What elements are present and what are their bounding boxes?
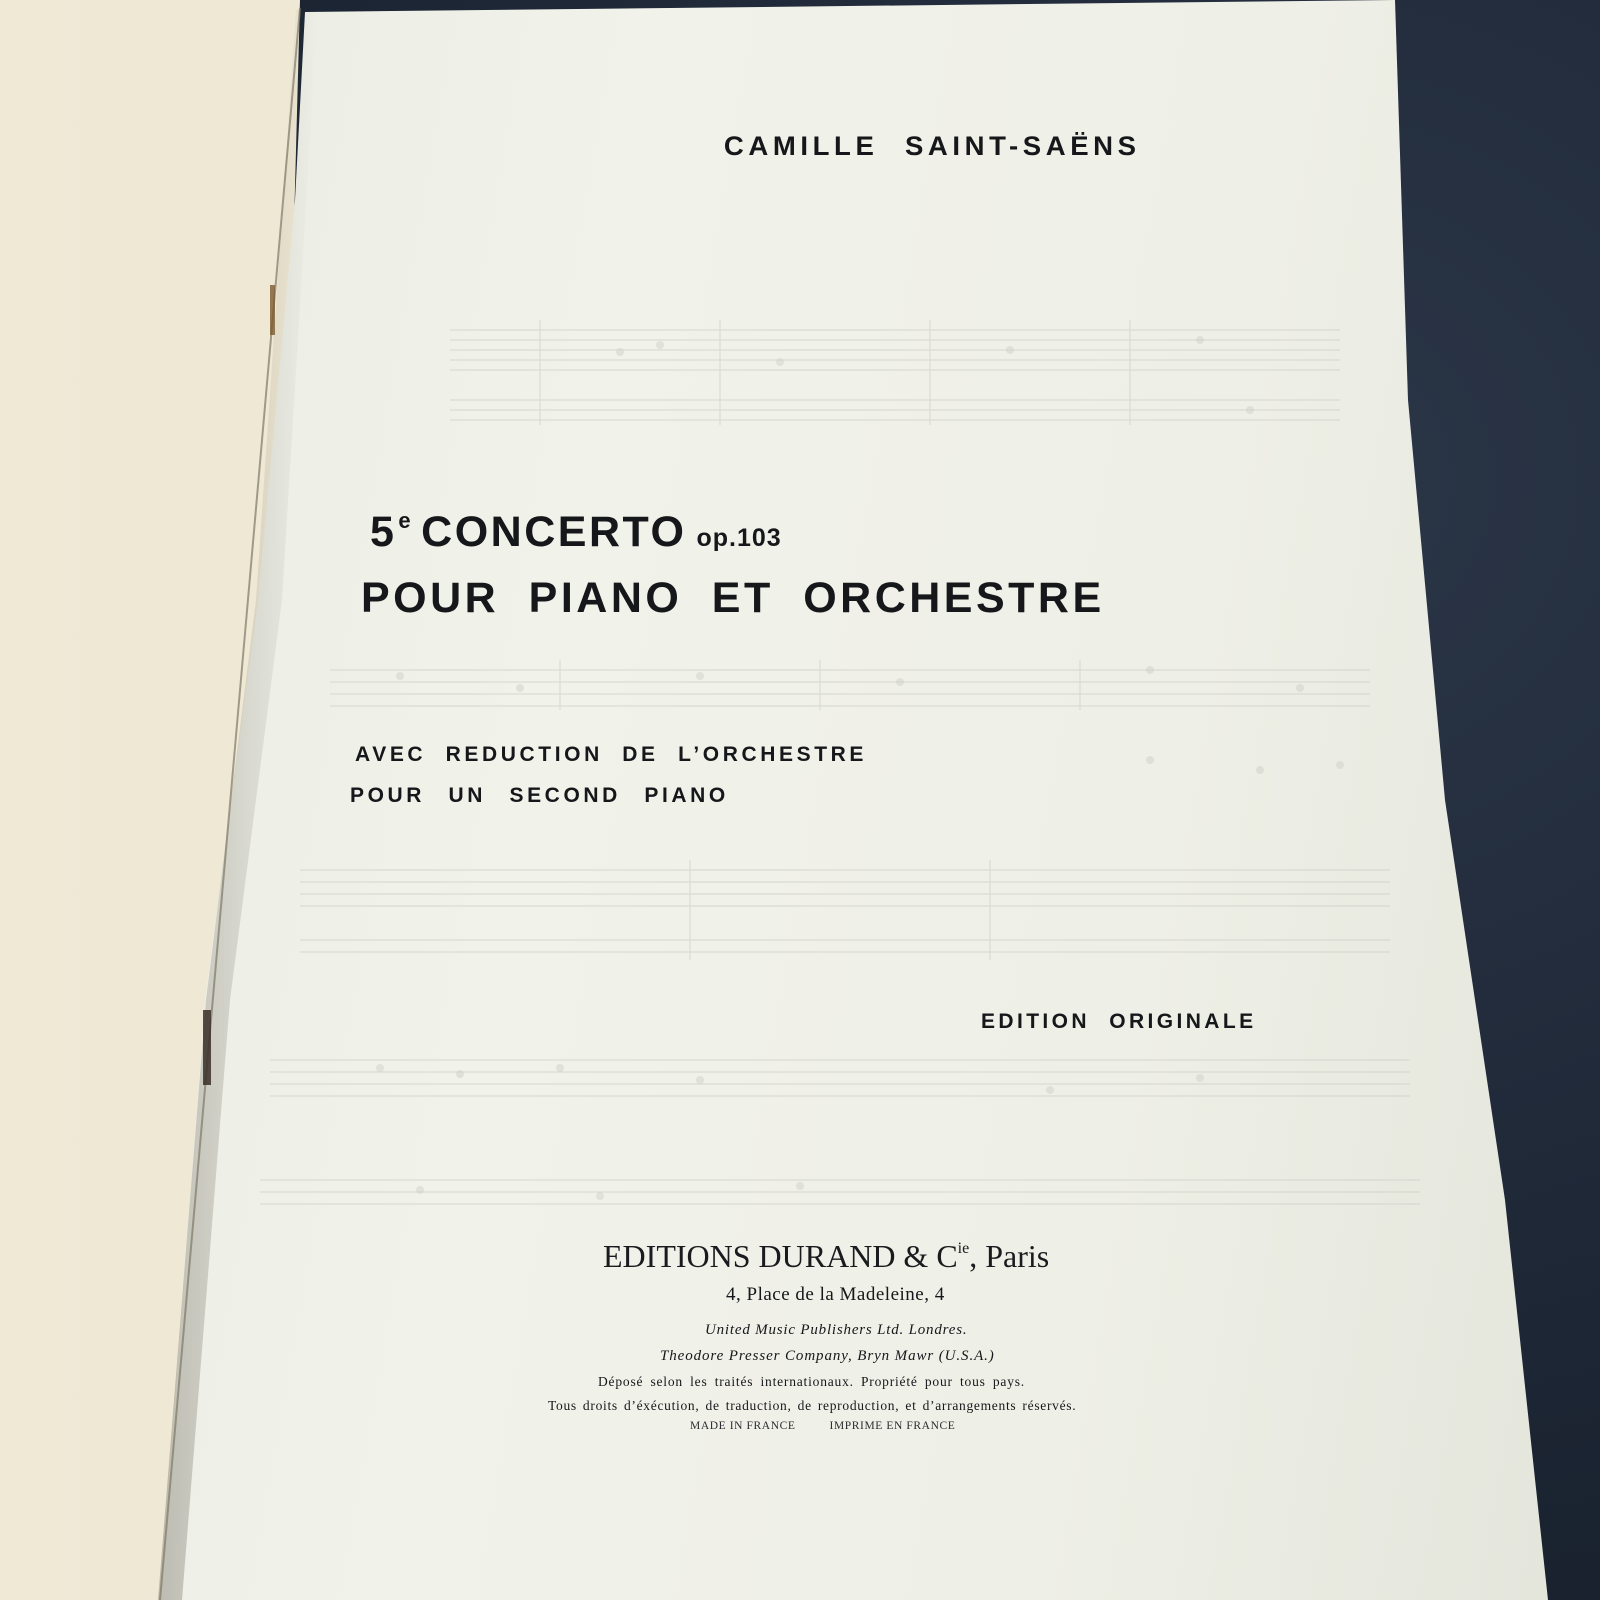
- made-in-label: MADE IN FRANCE: [690, 1420, 796, 1432]
- reduction-line-2: POUR UN SECOND PIANO: [350, 784, 729, 807]
- work-scoring: POUR PIANO ET ORCHESTRE: [361, 574, 1105, 622]
- opus-number: op.103: [696, 524, 782, 552]
- publisher-name-main: EDITIONS DURAND & C: [603, 1238, 958, 1274]
- concerto-number-suffix: e: [398, 508, 414, 533]
- origin-line: [690, 1420, 955, 1432]
- edition-label: EDITION ORIGINALE: [981, 1010, 1257, 1033]
- publisher-name: [603, 1238, 1049, 1275]
- printed-in-label: IMPRIME EN FRANCE: [829, 1420, 956, 1432]
- work-title: [370, 508, 782, 557]
- rights-notice-1: Déposé selon les traités internationaux. Propriété pour tous pays.: [598, 1374, 1025, 1389]
- publisher-name-sup: ie: [957, 1240, 970, 1257]
- composer-name: CAMILLE SAINT-SAËNS: [723, 131, 1141, 161]
- agent-london: United Music Publishers Ltd. Londres.: [705, 1322, 968, 1338]
- publisher-city: , Paris: [969, 1238, 1050, 1274]
- publisher-address: 4, Place de la Madeleine, 4: [726, 1284, 945, 1305]
- concerto-number: 5: [370, 508, 397, 556]
- work-name: CONCERTO: [421, 508, 687, 556]
- reduction-line-1: AVEC REDUCTION DE L’ORCHESTRE: [355, 743, 868, 766]
- agent-usa: Theodore Presser Company, Bryn Mawr (U.S.A.): [660, 1348, 995, 1364]
- rights-notice-2: Tous droits d’éxécution, de traduction, de reproduction, et d’arrangements réservés.: [548, 1398, 1077, 1413]
